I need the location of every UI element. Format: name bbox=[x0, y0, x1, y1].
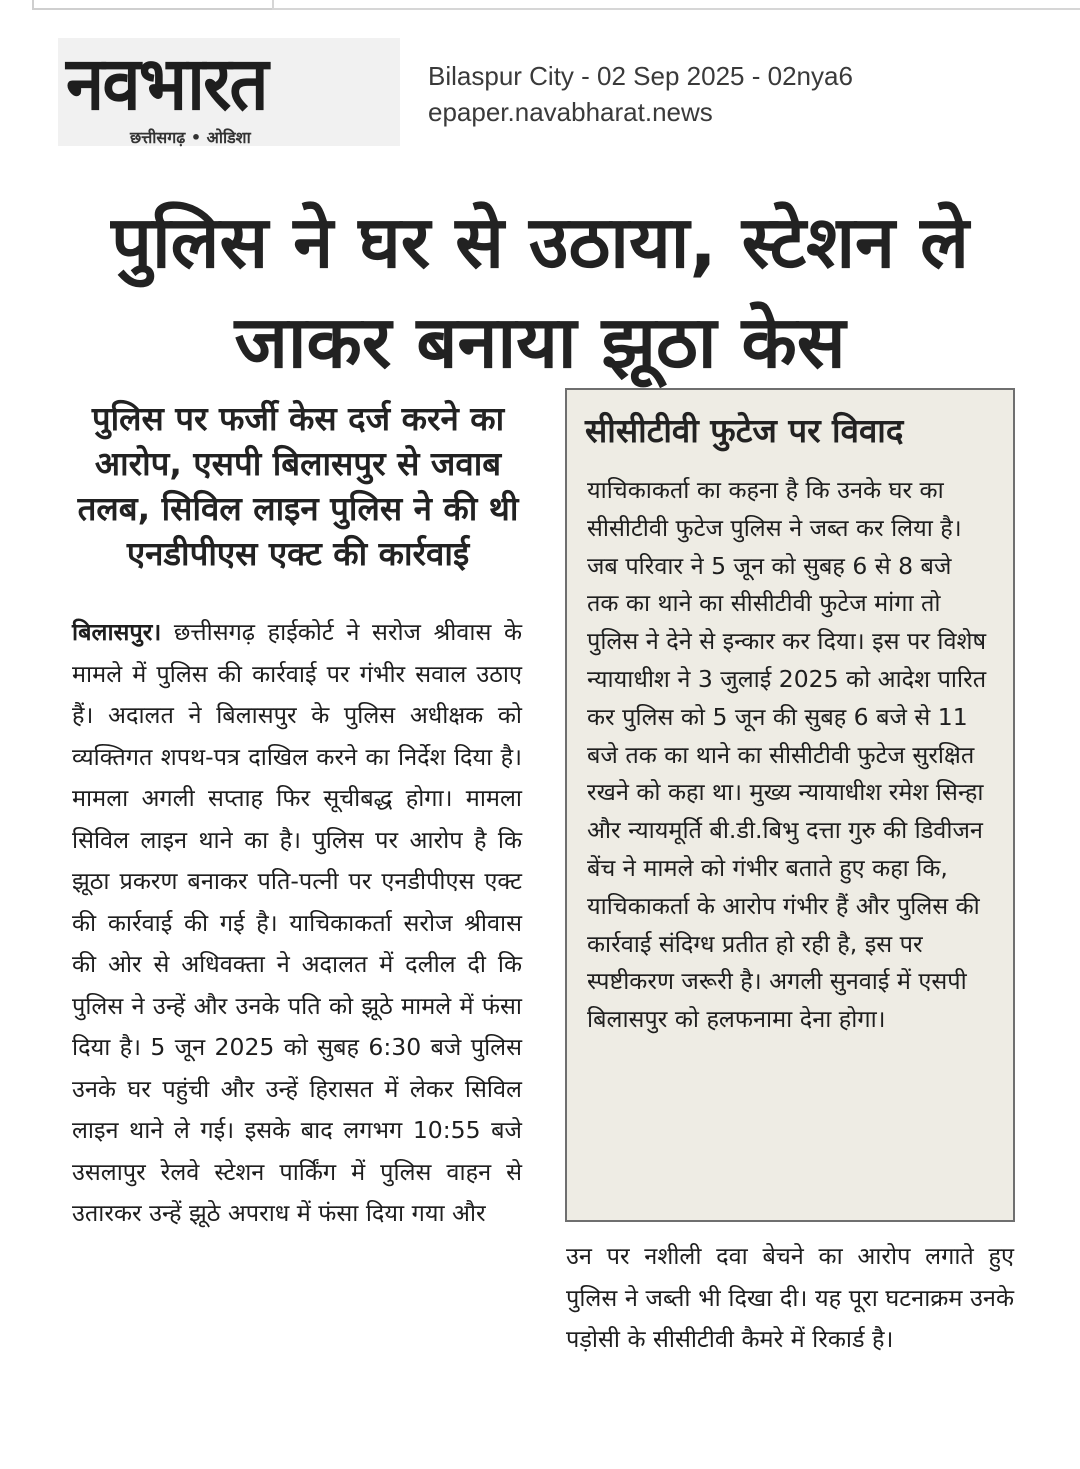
page-frame-right bbox=[272, 0, 1080, 10]
edition-info bbox=[428, 58, 853, 130]
sidebar-box bbox=[565, 388, 1015, 1222]
epaper-url: epaper.navabharat.news bbox=[428, 97, 713, 127]
sidebar-title: सीसीटीवी फुटेज पर विवाद bbox=[585, 411, 904, 450]
edition-line: Bilaspur City - 02 Sep 2025 - 02nya6 bbox=[428, 61, 853, 91]
article-body-right: उन पर नशीली दवा बेचने का आरोप लगाते हुए पुलिस ने जब्ती भी दिखा दी। यह पूरा घटनाक्रम उनके पड़ोसी के सीसीटीवी कैमरे में रिकार्ड है। bbox=[566, 1242, 1014, 1353]
headline: पुलिस ने घर से उठाया, स्टेशन ले जाकर बनाया झूठा केस bbox=[111, 200, 969, 384]
dateline: बिलासपुर। bbox=[72, 618, 162, 646]
sidebar-body: याचिकाकर्ता का कहना है कि उनके घर का सीसीटीवी फुटेज पुलिस ने जब्त कर लिया है। जब परिवार ने 5 जून को सुबह 6 से 8 बजे तक का थाने का सीसीटीवी फुटेज मांगा तो पुलिस ने देने से इन्कार कर दिया। इस पर विशेष न्यायाधीश ने 3 जुलाई 2025 को आदेश पारित कर पुलिस को 5 जून की सुबह 6 बजे से 11 बजे तक का थाने का सीसीटीवी फुटेज सुरक्षित रखने को कहा था। मुख्य न्यायाधीश रमेश सिन्हा और न्यायमूर्ति बी.डी.बिभु दत्ता गुरु की डिवीजन बेंच ने मामले को गंभीर बताते हुए कहा कि, याचिकाकर्ता के आरोप गंभीर हैं और पुलिस की कार्रवाई संदिग्ध प्रतीत हो रही है, इस पर स्पष्टीकरण जरूरी है। अगली सुनवाई में एसपी बिलासपुर को हलफनामा देना होगा। bbox=[587, 476, 987, 1034]
article-body-left bbox=[72, 612, 522, 1235]
page-frame-left bbox=[32, 0, 274, 10]
newspaper-logo: नवभारत bbox=[66, 41, 267, 127]
subheadline: पुलिस पर फर्जी केस दर्ज करने का आरोप, एसपी बिलासपुर से जवाब तलब, सिविल लाइन पुलिस ने की थी एनडीपीएस एक्ट की कार्रवाई bbox=[77, 399, 519, 573]
logo-regions: छत्तीसगढ़ • ओडिशा bbox=[130, 128, 251, 147]
masthead bbox=[58, 38, 400, 146]
article-body-text: छत्तीसगढ़ हाईकोर्ट ने सरोज श्रीवास के मामले में पुलिस की कार्रवाई पर गंभीर सवाल उठाए हैं। अदालत ने बिलासपुर के पुलिस अधीक्षक को व्यक्तिगत शपथ-पत्र दाखिल करने का निर्देश दिया है। मामला अगली सप्ताह फिर सूचीबद्ध होगा। मामला सिविल लाइन थाने का है। पुलिस पर आरोप है कि झूठा प्रकरण बनाकर पति-पत्नी पर एनडीपीएस एक्ट की कार्रवाई की गई है। याचिकाकर्ता सरोज श्रीवास की ओर से अधिवक्ता ने अदालत में दलील दी कि पुलिस ने उन्हें और उनके पति को झूठे मामले में फंसा दिया है। 5 जून 2025 को सुबह 6:30 बजे पुलिस उनके घर पहुंची और उन्हें हिरासत में लेकर सिविल लाइन थाने ले गई। इसके बाद लगभग 10:55 बजे उसलापुर रेलवे स्टेशन पार्किंग में पुलिस वाहन से उतारकर उन्हें झूठे अपराध में फंसा दिया गया और bbox=[72, 618, 522, 1227]
